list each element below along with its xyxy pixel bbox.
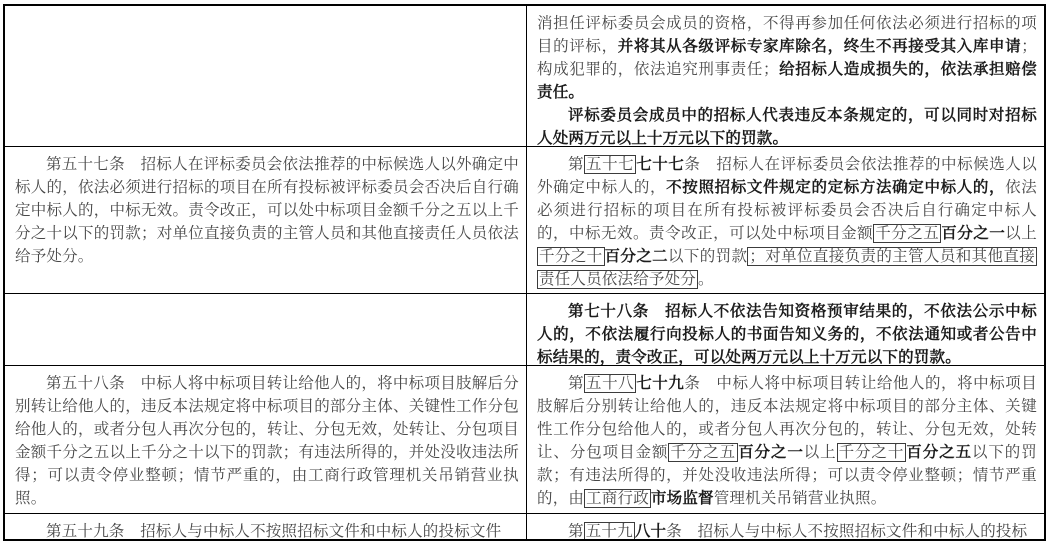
- inserted-text: 给招标人造成损失的，依法承担赔偿责任。: [537, 61, 1037, 101]
- text-segment: 第: [568, 523, 584, 539]
- text-segment: 消担任评标委员会成员的资格，不得再参加任何依法必须进行招标的项目的评标，: [537, 15, 1037, 55]
- new-text-cell: [527, 366, 1044, 513]
- law-comparison-table: [3, 4, 1046, 541]
- text-segment: 以上: [803, 444, 837, 461]
- text-segment: ；构成犯罪的，依法追究刑事责任；: [537, 38, 1037, 78]
- text-segment: 条 中标人将中标项目转让给他人的，将中标项目肢解后分别转让给他人的，违反本法规定将中标项目的部分主体、关键性工作分包给他人的，或者分包人再次分包的，转让、分包无效，处转让、分包项目金额: [537, 375, 1037, 461]
- new-text-cell: [527, 294, 1044, 365]
- inserted-text: 八十: [634, 523, 667, 539]
- inserted-text: 百分之二: [604, 248, 669, 265]
- deleted-text-box: 工商行政: [586, 490, 649, 507]
- inserted-text: 百分之一: [941, 225, 1006, 242]
- text-segment: 第: [568, 156, 585, 173]
- inserted-text: 百分之五: [906, 444, 972, 461]
- inserted-text: 不按照招标文件规定的定标方法确定中标人的，: [666, 179, 1006, 196]
- deleted-text-box: 千分之十: [539, 248, 603, 265]
- deleted-text-box: 五十七: [586, 156, 635, 173]
- text-segment: 以上: [1005, 225, 1037, 242]
- table-row: [5, 365, 1044, 513]
- text-segment: 第五十七条 招标人在评标委员会依法推荐的中标候选人以外确定中标人的，依法必须进行招标的项目在所有投标被评标委员会否决后自行确定中标人的，中标无效。责令改正，可以处中标项目金额千分之五以上千分之十以下的罚款；对单位直接负责的主管人员和其他直接责任人员依法给予处分。: [15, 156, 519, 265]
- deleted-text-box: 五十八: [586, 375, 635, 392]
- deleted-text-box: ；对单位直接负责的主管人员和其他直接责任人员依法给予处分: [539, 248, 1035, 288]
- paragraph: [537, 12, 1037, 104]
- new-text-cell: [527, 514, 1044, 539]
- text-segment: 以下的罚款；有违法所得的，并处没收违法所得；可以责令停业整顿；情节严重的，由: [537, 444, 1037, 507]
- old-text-cell: [5, 147, 527, 293]
- paragraph: [537, 300, 1037, 365]
- old-text-cell: [5, 514, 527, 539]
- paragraph: [537, 104, 1037, 146]
- deleted-text-box: 五十九: [585, 523, 633, 539]
- new-text-cell: [527, 6, 1044, 146]
- deleted-text-box: 千分之五: [670, 444, 737, 461]
- table-row: [5, 6, 1044, 146]
- old-text-cell: [5, 294, 527, 365]
- inserted-text: 百分之一: [738, 444, 804, 461]
- text-segment: 以下的罚款: [668, 248, 748, 265]
- text-segment: 第: [568, 375, 585, 392]
- inserted-text: 第七十八条 招标人不依法告知资格预审结果的，不依法公示中标人的，不依法履行向投标人的书面告知义务的，不依法通知或者公告中标结果的，责令改正，可以处两万元以上十万元以下的罚款。: [537, 303, 1037, 365]
- text-segment: 依法必须进行招标的项目在所有投标被评标委员会否决后自行确定中标人的，中标无效。责令改正，可以处中标项目金额: [537, 179, 1037, 242]
- text-segment: 条 招标人与中标人不按照招标文件和中标人的投标: [666, 523, 1028, 539]
- table-row: [5, 513, 1044, 539]
- inserted-text: 并将其从各级评标专家库除名，终生不再接受其入库申请: [617, 38, 1022, 55]
- inserted-text: 七十九: [636, 375, 685, 392]
- text-segment: 。: [698, 271, 714, 288]
- text-segment: 第五十八条 中标人将中标项目转让给他人的，将中标项目肢解后分别转让给他人的，违反本法规定将中标项目的部分主体、关键性工作分包给他人的，或者分包人再次分包的，转让、分包无效，处转让、分包项目金额千分之五以上千分之十以下的罚款；有违法所得的，并处没收违法所得；可以责令停业整顿；情节严重的，由工商行政管理机关吊销营业执照。: [15, 375, 519, 507]
- old-text-cell: [5, 6, 527, 146]
- paragraph: [537, 372, 1037, 510]
- inserted-text: 七十七: [636, 156, 685, 173]
- inserted-text: 市场监督: [650, 490, 714, 507]
- deleted-text-box: 千分之五: [875, 225, 940, 242]
- deleted-text-box: 千分之十: [838, 444, 905, 461]
- table-row: [5, 146, 1044, 293]
- inserted-text: 评标委员会成员中的招标人代表违反本条规定的，可以同时对招标人处两万元以上十万元以下的罚款。: [537, 107, 1037, 146]
- paragraph: [15, 372, 519, 510]
- table-row: [5, 293, 1044, 365]
- text-segment: 管理机关吊销营业执照。: [713, 490, 887, 507]
- paragraph: [15, 153, 519, 268]
- new-text-cell: [527, 147, 1044, 293]
- text-segment: 条 招标人在评标委员会依法推荐的中标候选人以外确定中标人的，: [537, 156, 1037, 196]
- paragraph: [15, 520, 519, 539]
- text-segment: 第五十九条 招标人与中标人不按照招标文件和中标人的投标文件: [46, 523, 502, 539]
- old-text-cell: [5, 366, 527, 513]
- paragraph: [537, 520, 1037, 539]
- paragraph: [537, 153, 1037, 291]
